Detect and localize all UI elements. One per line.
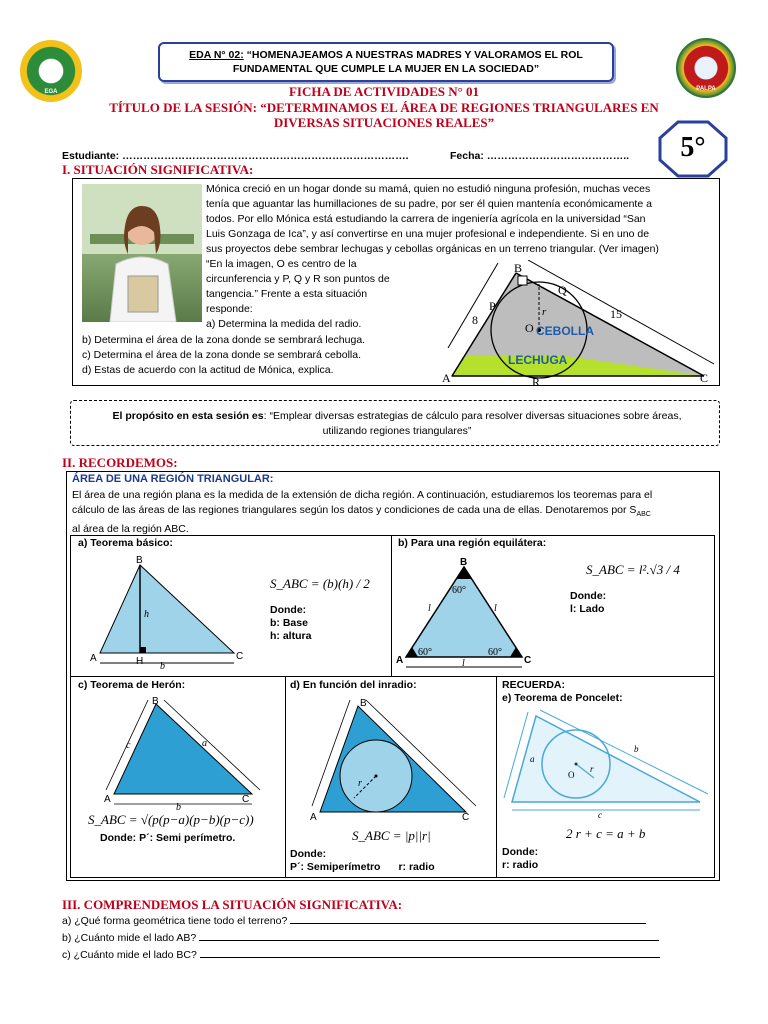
b-angle-top: 60° [452, 585, 466, 596]
theorem-b-donde [570, 590, 606, 616]
theorem-e-formula: 2 r + c = a + b [566, 826, 646, 841]
e-radio: r: radio [502, 859, 539, 871]
c-side-b: b [176, 802, 181, 812]
heron-triangle-figure [80, 694, 280, 812]
question-d: d) Estas de acuerdo con la actitud de Mónica, explica. [82, 364, 334, 376]
b-donde: Donde: [570, 590, 607, 602]
eda-label: EDA N° 02: [189, 49, 244, 61]
a-label-b: b [160, 661, 165, 671]
story-line5: sus proyectos debe sembrar lechugas y cebollas orgánicas en un terreno triangular. (Ver imagen) [206, 243, 659, 255]
basic-triangle-figure [86, 553, 246, 671]
b-side-right: l [494, 603, 497, 614]
theorem-a-donde [270, 604, 311, 643]
theorem-d-title: d) En función del inradio: [290, 679, 417, 691]
d-donde: Donde: [290, 848, 327, 860]
a-base: b: Base [270, 617, 308, 629]
situation-line1: “En la imagen, O es centro de la [206, 258, 357, 270]
terrain-triangle-figure [436, 260, 720, 386]
theorem-d-formula: S_ABC = |p||r| [352, 828, 431, 843]
story-paragraph [206, 182, 716, 257]
fig-label-R: R [532, 375, 541, 386]
a-label-C: C [236, 651, 244, 662]
c-side-a: a [202, 738, 207, 749]
section1-title: I. SITUACIÓN SIGNIFICATIVA: [62, 162, 254, 177]
b-side-bottom: l [462, 658, 465, 669]
poncelet-triangle-figure [500, 706, 712, 818]
a-label-h: h [144, 609, 149, 620]
intro-line3: al área de la región ABC. [72, 523, 189, 536]
theorem-c-donde: Donde: P´: Semi perímetro. [100, 832, 236, 844]
fig-label-Q: Q [558, 283, 567, 297]
e-side-b: b [634, 744, 639, 754]
d-label-r: r [358, 778, 362, 789]
story-line1: Mónica creció en un hogar donde su mamá, quien no estudió ninguna profesión, muchas veces [206, 183, 651, 195]
theorem-c-title: c) Teorema de Herón: [78, 679, 186, 691]
s3-question-b: b) ¿Cuánto mide el lado AB? [62, 932, 200, 944]
theorem-b-title: b) Para una región equilátera: [398, 537, 547, 549]
a-label-A: A [90, 653, 97, 664]
section2-title: II. RECORDEMOS: [62, 455, 178, 470]
c-label-B: B [152, 696, 159, 707]
d-semiperimetro: P´: Semiperímetro [290, 861, 381, 873]
intro-line2-sub: ABC [636, 511, 651, 519]
question-b: b) Determina el área de la zona donde se sembrará lechuga. [82, 334, 366, 346]
b-lado: l: Lado [570, 603, 605, 615]
c-label-A: A [104, 794, 111, 805]
d-label-B: B [360, 698, 367, 709]
s3-answer-b-line[interactable] [199, 940, 659, 941]
theorem-e-heading [502, 679, 623, 705]
s3-answer-c-line[interactable] [200, 957, 660, 958]
section2-subtitle: ÁREA DE UNA REGIÓN TRIANGULAR: [72, 473, 274, 485]
fig-side-ab: 8 [472, 313, 478, 327]
b-label-B: B [460, 557, 468, 568]
e-side-c: c [598, 810, 602, 818]
fig-label-O: O [525, 321, 534, 335]
d-label-A: A [310, 812, 317, 823]
story-line3: todos. Por ello Mónica está estudiando la carrera de ingeniería agrícola en la universidad “San [206, 213, 646, 225]
story-line2: tenía que aguantar las humillaciones de su padre, por ser él quien mantenía económicamente a [206, 198, 652, 210]
date-field[interactable]: Fecha: ………………………………….. [450, 150, 630, 162]
situation-line2: circunferencia y P, Q y R son puntos de [206, 273, 390, 285]
situation-line3: tangencia.” Frente a esta situación [206, 288, 368, 300]
story-line4: Luis Gonzaga de Ica”, y así convertirse en una mujer profesional e independiente. Si en uno de [206, 228, 650, 240]
b-label-A: A [396, 655, 404, 666]
section3-questions [62, 913, 702, 964]
situation-paragraph [206, 257, 426, 332]
grade-badge [658, 120, 728, 178]
b-label-C: C [524, 655, 532, 666]
s3-question-c: c) ¿Cuánto mide el lado BC? [62, 949, 200, 961]
ficha-title: FICHA DE ACTIVIDADES N° 01 [288, 84, 480, 99]
logo-left-text: EGA [44, 89, 58, 95]
eda-text: “HOMENAJEAMOS A NUESTRAS MADRES Y VALORAMOS EL ROL FUNDAMENTAL QUE CUMPLE LA MUJER EN LA SOCIEDAD” [232, 49, 583, 75]
purpose-label: El propósito en esta sesión es [112, 410, 264, 422]
grade-text: 5° [680, 132, 706, 163]
theorem-b-formula: S_ABC = l².√3 / 4 [586, 562, 680, 577]
question-a: a) Determina la medida del radio. [206, 318, 362, 330]
purpose-text [84, 409, 710, 439]
c-label-C: C [242, 794, 250, 805]
question-c: c) Determina el área de la zona donde se sembrará cebolla. [82, 349, 361, 361]
eda-header-box [158, 42, 614, 82]
fig-side-bc: 15 [610, 307, 622, 321]
purpose-text-2: utilizando regiones triangulares” [322, 425, 472, 437]
fig-cebolla-label: CEBOLLA [536, 324, 594, 338]
fig-label-P: P [489, 299, 496, 313]
inradius-triangle-figure [296, 694, 492, 824]
session-title-line1: TÍTULO DE LA SESIÓN: “DETERMINAMOS EL ÁREA DE REGIONES TRIANGULARES EN [109, 100, 659, 115]
monica-photo [82, 184, 202, 322]
theorem-c-formula: S_ABC = √(p(p−a)(p−b)(p−c)) [88, 812, 254, 827]
fig-label-C: C [700, 371, 709, 385]
a-altura: h: altura [270, 630, 312, 642]
d-radio: r: radio [398, 861, 435, 873]
theorem-a-formula: S_ABC = (b)(h) / 2 [270, 576, 370, 591]
fig-label-r: r [542, 306, 547, 318]
e-side-a: a [530, 754, 535, 764]
section2-intro [72, 488, 718, 537]
situation-questions [82, 333, 432, 378]
d-label-C: C [462, 812, 470, 823]
equilateral-triangle-figure [396, 553, 546, 671]
fig-lechuga-label: LECHUGA [508, 353, 568, 367]
fig-label-A: A [442, 371, 451, 385]
s3-answer-a-line[interactable] [290, 923, 646, 924]
a-donde: Donde: [270, 604, 307, 616]
situation-line4: responde: [206, 303, 253, 315]
a-label-B: B [136, 555, 143, 566]
session-title-line2: DIVERSAS SITUACIONES REALES” [273, 115, 495, 130]
scientist-woman-icon [82, 184, 202, 322]
student-field[interactable]: Estudiante: ………………………………………………………………………. [62, 150, 409, 162]
intro-line1: El área de una región plana es la medida de la extensión de dicha región. A continuación, estudiaremos los teoremas para el [72, 489, 653, 501]
c-side-c: c [126, 740, 131, 751]
section3-title: III. COMPRENDEMOS LA SITUACIÓN SIGNIFICATIVA: [62, 897, 403, 912]
fig-label-B: B [514, 261, 523, 275]
a-label-H: H [136, 656, 144, 667]
s3-question-a: a) ¿Qué forma geométrica tiene todo el terreno? [62, 915, 291, 927]
b-angle-right: 60° [488, 647, 502, 658]
theorem-a-title: a) Teorema básico: [78, 537, 173, 549]
b-side-left: l [428, 603, 431, 614]
theorem-e-donde [502, 846, 538, 872]
e-donde: Donde: [502, 846, 539, 858]
intro-line2: cálculo de las áreas de las regiones triangulares según los datos y condiciones de cada una de ellas. Denotaremos por S [72, 504, 637, 516]
purpose-text-1: : “Emplear diversas estrategias de cálculo para resolver diversas situaciones sobre áreas, [263, 410, 682, 422]
theorem-d-donde [290, 848, 435, 874]
theorem-e-title: e) Teorema de Poncelet: [502, 692, 623, 704]
e-recuerda: RECUERDA: [502, 679, 565, 691]
e-label-r: r [590, 764, 594, 774]
b-angle-left: 60° [418, 647, 432, 658]
logo-right-text: PALPA [696, 86, 716, 92]
e-label-O: O [568, 770, 575, 780]
